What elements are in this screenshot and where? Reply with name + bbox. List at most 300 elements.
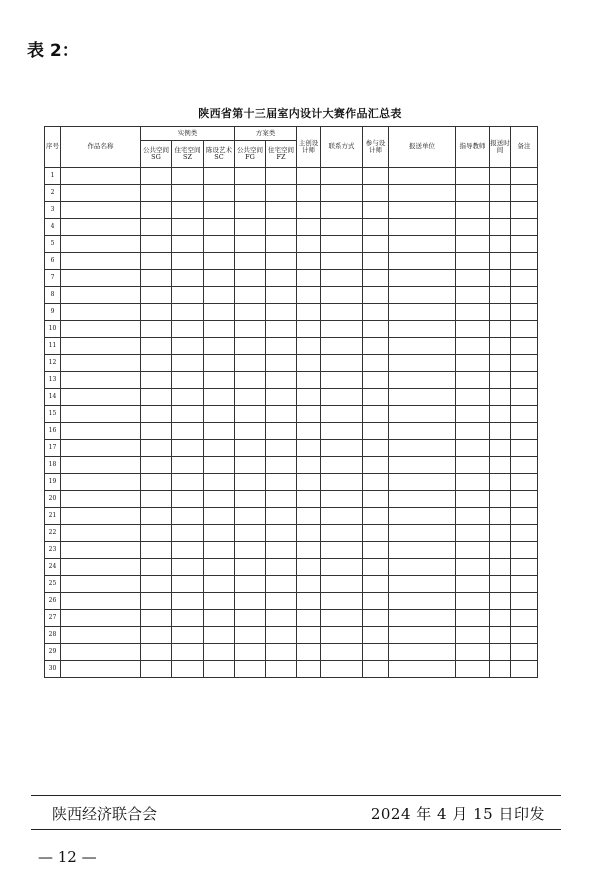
footer-organization: 陕西经济联合会 bbox=[52, 805, 158, 823]
header-submit-time: 报送时间 bbox=[490, 127, 511, 168]
table-body bbox=[45, 168, 538, 678]
table-cell bbox=[204, 168, 235, 185]
table-cell bbox=[297, 304, 321, 321]
table-row bbox=[45, 355, 538, 372]
table-cell bbox=[389, 423, 456, 440]
table-cell bbox=[389, 610, 456, 627]
table-cell bbox=[266, 253, 297, 270]
table-cell bbox=[511, 372, 538, 389]
row-number: 2 bbox=[45, 185, 61, 202]
table-cell bbox=[61, 474, 141, 491]
row-number: 30 bbox=[45, 661, 61, 678]
row-number: 26 bbox=[45, 593, 61, 610]
table-cell bbox=[456, 644, 490, 661]
row-number: 17 bbox=[45, 440, 61, 457]
table-cell bbox=[204, 576, 235, 593]
table-cell bbox=[456, 202, 490, 219]
table-cell bbox=[297, 389, 321, 406]
table-cell bbox=[61, 253, 141, 270]
table-cell bbox=[321, 457, 363, 474]
table-cell bbox=[456, 338, 490, 355]
table-cell bbox=[321, 661, 363, 678]
table-cell bbox=[297, 474, 321, 491]
header-work-name: 作品名称 bbox=[61, 127, 141, 168]
table-cell bbox=[363, 219, 389, 236]
table-cell bbox=[235, 406, 266, 423]
table-cell bbox=[297, 542, 321, 559]
table-cell bbox=[61, 406, 141, 423]
table-cell bbox=[172, 457, 204, 474]
table-row bbox=[45, 236, 538, 253]
table-cell bbox=[490, 525, 511, 542]
table-cell bbox=[490, 440, 511, 457]
table-cell bbox=[141, 338, 172, 355]
table-cell bbox=[172, 559, 204, 576]
table-cell bbox=[141, 661, 172, 678]
table-cell bbox=[172, 372, 204, 389]
table-cell bbox=[235, 219, 266, 236]
table-cell bbox=[490, 406, 511, 423]
summary-table bbox=[44, 126, 538, 678]
table-row bbox=[45, 423, 538, 440]
table-cell bbox=[266, 304, 297, 321]
table-cell bbox=[511, 338, 538, 355]
table-cell bbox=[204, 321, 235, 338]
table-cell bbox=[266, 542, 297, 559]
table-cell bbox=[321, 440, 363, 457]
table-cell bbox=[490, 304, 511, 321]
table-cell bbox=[297, 576, 321, 593]
table-cell bbox=[235, 661, 266, 678]
table-cell bbox=[235, 474, 266, 491]
table-cell bbox=[61, 423, 141, 440]
row-number: 19 bbox=[45, 474, 61, 491]
table-cell bbox=[511, 542, 538, 559]
table-row bbox=[45, 321, 538, 338]
table-cell bbox=[61, 236, 141, 253]
table-cell bbox=[363, 372, 389, 389]
row-number: 5 bbox=[45, 236, 61, 253]
table-cell bbox=[266, 389, 297, 406]
table-cell bbox=[172, 389, 204, 406]
table-cell bbox=[61, 338, 141, 355]
table-cell bbox=[297, 321, 321, 338]
table-cell bbox=[321, 253, 363, 270]
table-cell bbox=[172, 508, 204, 525]
table-cell bbox=[235, 253, 266, 270]
table-cell bbox=[321, 491, 363, 508]
table-cell bbox=[297, 491, 321, 508]
table-cell bbox=[297, 559, 321, 576]
table-cell bbox=[204, 287, 235, 304]
table-cell bbox=[204, 593, 235, 610]
table-cell bbox=[297, 406, 321, 423]
table-cell bbox=[235, 168, 266, 185]
table-cell bbox=[389, 644, 456, 661]
table-cell bbox=[511, 661, 538, 678]
table-row bbox=[45, 168, 538, 185]
header-seq: 序号 bbox=[45, 127, 61, 168]
table-cell bbox=[266, 593, 297, 610]
table-cell bbox=[204, 627, 235, 644]
table-cell bbox=[389, 338, 456, 355]
row-number: 27 bbox=[45, 610, 61, 627]
table-cell bbox=[363, 304, 389, 321]
table-cell bbox=[363, 321, 389, 338]
table-cell bbox=[266, 236, 297, 253]
table-cell bbox=[172, 202, 204, 219]
table-cell bbox=[389, 627, 456, 644]
table-cell bbox=[363, 474, 389, 491]
table-cell bbox=[490, 202, 511, 219]
table-cell bbox=[266, 423, 297, 440]
table-cell bbox=[456, 508, 490, 525]
table-cell bbox=[511, 440, 538, 457]
table-row bbox=[45, 576, 538, 593]
table-cell bbox=[363, 355, 389, 372]
row-number: 28 bbox=[45, 627, 61, 644]
table-row bbox=[45, 644, 538, 661]
table-cell bbox=[511, 270, 538, 287]
table-cell bbox=[363, 525, 389, 542]
row-number: 29 bbox=[45, 644, 61, 661]
table-cell bbox=[321, 406, 363, 423]
table-cell bbox=[204, 304, 235, 321]
table-cell bbox=[363, 542, 389, 559]
table-cell bbox=[363, 270, 389, 287]
table-cell bbox=[297, 440, 321, 457]
table-cell bbox=[511, 525, 538, 542]
row-number: 13 bbox=[45, 372, 61, 389]
table-cell bbox=[235, 593, 266, 610]
table-cell bbox=[266, 661, 297, 678]
table-cell bbox=[511, 423, 538, 440]
table-cell bbox=[363, 202, 389, 219]
table-cell bbox=[321, 610, 363, 627]
table-cell bbox=[61, 321, 141, 338]
table-cell bbox=[235, 287, 266, 304]
table-row bbox=[45, 253, 538, 270]
table-cell bbox=[172, 525, 204, 542]
table-cell bbox=[389, 304, 456, 321]
table-cell bbox=[490, 321, 511, 338]
header-chief-designer: 主创设计师 bbox=[297, 127, 321, 168]
table-cell bbox=[297, 644, 321, 661]
table-cell bbox=[511, 508, 538, 525]
header-display-art-sc: 陈设艺术 SC bbox=[204, 141, 235, 168]
table-cell bbox=[490, 236, 511, 253]
table-cell bbox=[456, 440, 490, 457]
table-cell bbox=[141, 202, 172, 219]
table-cell bbox=[389, 185, 456, 202]
table-cell bbox=[321, 423, 363, 440]
table-cell bbox=[297, 610, 321, 627]
table-cell bbox=[456, 457, 490, 474]
table-cell bbox=[456, 627, 490, 644]
table-cell bbox=[456, 270, 490, 287]
table-cell bbox=[141, 372, 172, 389]
row-number: 14 bbox=[45, 389, 61, 406]
table-cell bbox=[456, 576, 490, 593]
table-row bbox=[45, 627, 538, 644]
table-cell bbox=[172, 644, 204, 661]
table-cell bbox=[61, 491, 141, 508]
table-cell bbox=[321, 304, 363, 321]
table-cell bbox=[235, 559, 266, 576]
table-cell bbox=[389, 525, 456, 542]
table-cell bbox=[456, 423, 490, 440]
table-cell bbox=[389, 270, 456, 287]
table-cell bbox=[61, 270, 141, 287]
table-cell bbox=[456, 491, 490, 508]
table-cell bbox=[321, 525, 363, 542]
table-cell bbox=[61, 542, 141, 559]
table-cell bbox=[266, 508, 297, 525]
table-cell bbox=[235, 491, 266, 508]
table-cell bbox=[389, 593, 456, 610]
table-cell bbox=[297, 355, 321, 372]
table-cell bbox=[235, 508, 266, 525]
table-cell bbox=[490, 593, 511, 610]
table-cell bbox=[61, 355, 141, 372]
table-cell bbox=[511, 253, 538, 270]
table-cell bbox=[456, 287, 490, 304]
table-cell bbox=[321, 355, 363, 372]
table-cell bbox=[297, 185, 321, 202]
table-cell bbox=[172, 168, 204, 185]
table-cell bbox=[297, 253, 321, 270]
table-cell bbox=[490, 491, 511, 508]
table-cell bbox=[141, 168, 172, 185]
table-cell bbox=[297, 168, 321, 185]
header-public-space-fg: 公共空间 FG bbox=[235, 141, 266, 168]
table-row bbox=[45, 338, 538, 355]
table-row bbox=[45, 661, 538, 678]
row-number: 10 bbox=[45, 321, 61, 338]
table-cell bbox=[172, 576, 204, 593]
table-cell bbox=[297, 593, 321, 610]
table-cell bbox=[297, 270, 321, 287]
table-cell bbox=[389, 321, 456, 338]
table-cell bbox=[61, 440, 141, 457]
table-cell bbox=[204, 423, 235, 440]
table-cell bbox=[61, 304, 141, 321]
table-cell bbox=[511, 610, 538, 627]
table-cell bbox=[363, 627, 389, 644]
table-cell bbox=[389, 440, 456, 457]
table-cell bbox=[61, 372, 141, 389]
header-public-space-sg: 公共空间 SG bbox=[141, 141, 172, 168]
table-cell bbox=[511, 287, 538, 304]
table-cell bbox=[141, 559, 172, 576]
table-cell bbox=[321, 542, 363, 559]
table-cell bbox=[61, 661, 141, 678]
table-cell bbox=[172, 406, 204, 423]
table-cell bbox=[172, 338, 204, 355]
table-cell bbox=[266, 372, 297, 389]
table-cell bbox=[61, 202, 141, 219]
table-cell bbox=[297, 287, 321, 304]
table-cell bbox=[363, 491, 389, 508]
row-number: 3 bbox=[45, 202, 61, 219]
table-cell bbox=[321, 168, 363, 185]
table-cell bbox=[141, 355, 172, 372]
table-cell bbox=[389, 661, 456, 678]
header-participating-designer: 参与设计师 bbox=[363, 127, 389, 168]
table-cell bbox=[266, 559, 297, 576]
table-cell bbox=[172, 270, 204, 287]
table-cell bbox=[456, 593, 490, 610]
table-cell bbox=[389, 576, 456, 593]
table-cell bbox=[456, 474, 490, 491]
table-cell bbox=[456, 168, 490, 185]
table-cell bbox=[456, 525, 490, 542]
table-cell bbox=[389, 389, 456, 406]
table-cell bbox=[511, 559, 538, 576]
table-cell bbox=[235, 321, 266, 338]
table-cell bbox=[456, 304, 490, 321]
table-cell bbox=[490, 168, 511, 185]
table-cell bbox=[363, 661, 389, 678]
table-cell bbox=[363, 287, 389, 304]
table-cell bbox=[363, 508, 389, 525]
table-cell bbox=[363, 457, 389, 474]
row-number: 21 bbox=[45, 508, 61, 525]
table-cell bbox=[235, 457, 266, 474]
row-number: 12 bbox=[45, 355, 61, 372]
table-cell bbox=[172, 610, 204, 627]
table-cell bbox=[235, 542, 266, 559]
table-cell bbox=[297, 661, 321, 678]
row-number: 24 bbox=[45, 559, 61, 576]
table-cell bbox=[141, 389, 172, 406]
table-cell bbox=[204, 338, 235, 355]
table-cell bbox=[235, 440, 266, 457]
table-cell bbox=[61, 508, 141, 525]
row-number: 25 bbox=[45, 576, 61, 593]
table-cell bbox=[456, 185, 490, 202]
table-cell bbox=[204, 355, 235, 372]
table-cell bbox=[141, 525, 172, 542]
table-cell bbox=[204, 219, 235, 236]
table-cell bbox=[172, 661, 204, 678]
table-cell bbox=[297, 236, 321, 253]
table-cell bbox=[389, 457, 456, 474]
table-cell bbox=[266, 474, 297, 491]
table-cell bbox=[363, 593, 389, 610]
table-cell bbox=[172, 304, 204, 321]
table-cell bbox=[141, 423, 172, 440]
table-cell bbox=[172, 236, 204, 253]
table-cell bbox=[172, 321, 204, 338]
table-cell bbox=[456, 610, 490, 627]
table-cell bbox=[266, 338, 297, 355]
table-cell bbox=[61, 576, 141, 593]
table-cell bbox=[297, 508, 321, 525]
table-cell bbox=[389, 559, 456, 576]
row-number: 1 bbox=[45, 168, 61, 185]
table-cell bbox=[490, 457, 511, 474]
table-cell bbox=[490, 576, 511, 593]
table-cell bbox=[389, 236, 456, 253]
table-cell bbox=[363, 610, 389, 627]
table-label: 表 2： bbox=[27, 41, 79, 61]
table-cell bbox=[204, 491, 235, 508]
table-cell bbox=[204, 508, 235, 525]
table-cell bbox=[235, 202, 266, 219]
table-cell bbox=[363, 185, 389, 202]
table-cell bbox=[61, 610, 141, 627]
table-cell bbox=[321, 202, 363, 219]
table-cell bbox=[321, 593, 363, 610]
table-cell bbox=[363, 559, 389, 576]
table-cell bbox=[266, 321, 297, 338]
table-cell bbox=[141, 474, 172, 491]
table-cell bbox=[363, 338, 389, 355]
table-cell bbox=[389, 253, 456, 270]
table-row bbox=[45, 202, 538, 219]
table-cell bbox=[235, 338, 266, 355]
table-cell bbox=[172, 287, 204, 304]
table-row bbox=[45, 474, 538, 491]
table-cell bbox=[141, 508, 172, 525]
table-cell bbox=[235, 185, 266, 202]
table-cell bbox=[172, 542, 204, 559]
header-instructor: 指导教师 bbox=[456, 127, 490, 168]
table-cell bbox=[321, 576, 363, 593]
table-cell bbox=[363, 406, 389, 423]
footer-print-date: 2024 年 4 月 15 日印发 bbox=[370, 805, 545, 823]
table-cell bbox=[266, 576, 297, 593]
table-cell bbox=[490, 389, 511, 406]
row-number: 6 bbox=[45, 253, 61, 270]
table-row bbox=[45, 219, 538, 236]
table-row bbox=[45, 491, 538, 508]
table-cell bbox=[204, 389, 235, 406]
table-cell bbox=[321, 508, 363, 525]
table-cell bbox=[141, 593, 172, 610]
table-row bbox=[45, 406, 538, 423]
table-cell bbox=[141, 304, 172, 321]
table-cell bbox=[321, 474, 363, 491]
table-cell bbox=[456, 236, 490, 253]
table-cell bbox=[204, 542, 235, 559]
table-cell bbox=[266, 491, 297, 508]
table-cell bbox=[511, 491, 538, 508]
table-cell bbox=[235, 525, 266, 542]
header-residential-space-fz: 住宅空间 FZ bbox=[266, 141, 297, 168]
row-number: 16 bbox=[45, 423, 61, 440]
table-cell bbox=[266, 457, 297, 474]
table-cell bbox=[363, 253, 389, 270]
table-cell bbox=[172, 423, 204, 440]
table-cell bbox=[172, 355, 204, 372]
table-cell bbox=[297, 338, 321, 355]
row-number: 9 bbox=[45, 304, 61, 321]
table-cell bbox=[363, 576, 389, 593]
table-cell bbox=[389, 202, 456, 219]
table-cell bbox=[363, 644, 389, 661]
table-cell bbox=[363, 389, 389, 406]
table-cell bbox=[456, 661, 490, 678]
table-cell bbox=[490, 287, 511, 304]
table-cell bbox=[141, 610, 172, 627]
header-contact: 联系方式 bbox=[321, 127, 363, 168]
table-cell bbox=[389, 406, 456, 423]
table-cell bbox=[297, 525, 321, 542]
table-cell bbox=[204, 661, 235, 678]
table-cell bbox=[456, 355, 490, 372]
